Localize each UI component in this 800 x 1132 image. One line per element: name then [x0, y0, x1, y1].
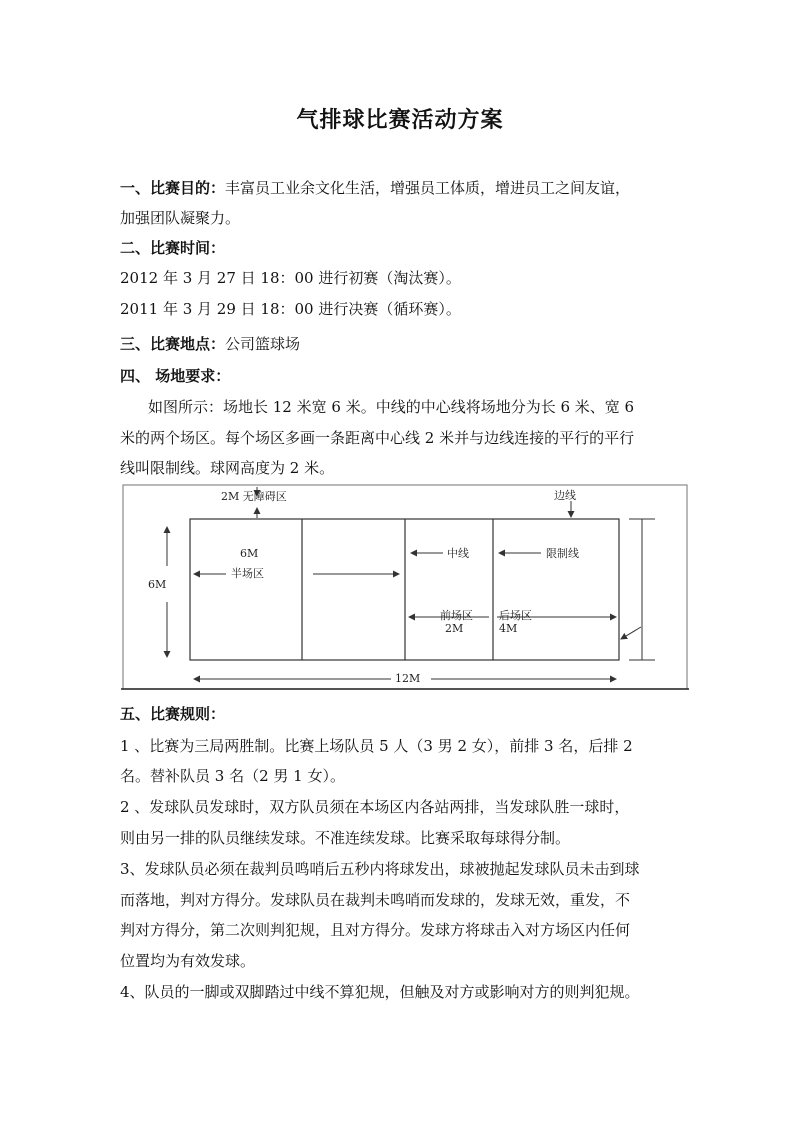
rule-3-line-4: 位置均为有效发球。 — [120, 952, 256, 970]
field-para-3: 线叫限制线。球网高度为 2 米。 — [120, 459, 335, 477]
rule-3-line-2: 而落地，判对方得分。发球队员在裁判未鸣哨而发球的，发球无效，重发，不 — [120, 891, 631, 909]
section-field-heading: 四、 场地要求： — [120, 367, 231, 385]
section-purpose-cont: 加强团队凝聚力。 — [120, 209, 241, 227]
rule-1-line-1: 1 、比赛为三局两胜制。比赛上场队员 5 人（3 男 2 女），前排 3 名，后排 2 — [120, 737, 633, 755]
section-venue — [120, 334, 690, 354]
rule-3-line-3: 判对方得分，第二次则判犯规，且对方得分。发球方将球击入对方场区内任何 — [120, 921, 631, 939]
section-venue-text: 公司篮球场 — [225, 335, 301, 353]
time-line-2: 2011 年 3 月 29 日 18：00 进行决赛（循环赛）。 — [120, 300, 461, 318]
width-label: 6M — [148, 578, 167, 591]
rule-1-line-2: 名。替补队员 3 名（2 男 1 女）。 — [120, 767, 345, 785]
document-title: 气排球比赛活动方案 — [296, 107, 504, 133]
court-diagram — [121, 484, 689, 691]
section-venue-heading: 三、比赛地点： — [120, 335, 226, 353]
rule-2-line-1: 2 、发球队员发球时，双方队员须在本场区内各站两排，当发球队胜一球时， — [120, 798, 630, 816]
rule-4: 4、队员的一脚或双脚踏过中线不算犯规，但触及对方或影响对方的则判犯规。 — [120, 983, 640, 1001]
section-purpose-text: 丰富员工业余文化生活，增强员工体质，增进员工之间友谊， — [225, 179, 631, 197]
back-length-label: 4M — [499, 622, 518, 635]
court-diagram-drawing — [121, 484, 689, 691]
rule-2-line-2: 则由另一排的队员继续发球。不准连续发球。比赛采取每球得分制。 — [120, 829, 571, 847]
section-time-heading: 二、比赛时间： — [120, 239, 226, 257]
field-para-2: 米的两个场区。每个场区多画一条距离中心线 2 米并与边线连接的平行的平行 — [120, 429, 635, 447]
section-rules-heading: 五、比赛规则： — [120, 705, 226, 723]
free-zone-label: 2M 无障碍区 — [221, 490, 287, 503]
sideline-label: 边线 — [554, 489, 576, 502]
restriction-line-label: 限制线 — [546, 547, 579, 560]
time-line-1: 2012 年 3 月 27 日 18：00 进行初赛（淘汰赛）。 — [120, 269, 461, 287]
rule-3-line-1: 3、发球队员必须在裁判员鸣哨后五秒内将球发出，球被抛起发球队员未击到球 — [120, 860, 640, 878]
section-purpose — [120, 178, 690, 198]
half-zone-label: 半场区 — [231, 567, 264, 580]
length-label: 12M — [395, 672, 421, 685]
half-length-label: 6M — [240, 547, 259, 560]
field-para-1: 如图所示：场地长 12 米宽 6 米。中线的中心线将场地分为长 6 米、宽 6 — [148, 398, 635, 416]
section-purpose-heading: 一、比赛目的： — [120, 179, 226, 197]
front-length-label: 2M — [445, 622, 464, 635]
centerline-label: 中线 — [447, 547, 469, 560]
back-zone-label: 后场区 — [499, 609, 532, 622]
front-zone-label: 前场区 — [440, 609, 473, 622]
